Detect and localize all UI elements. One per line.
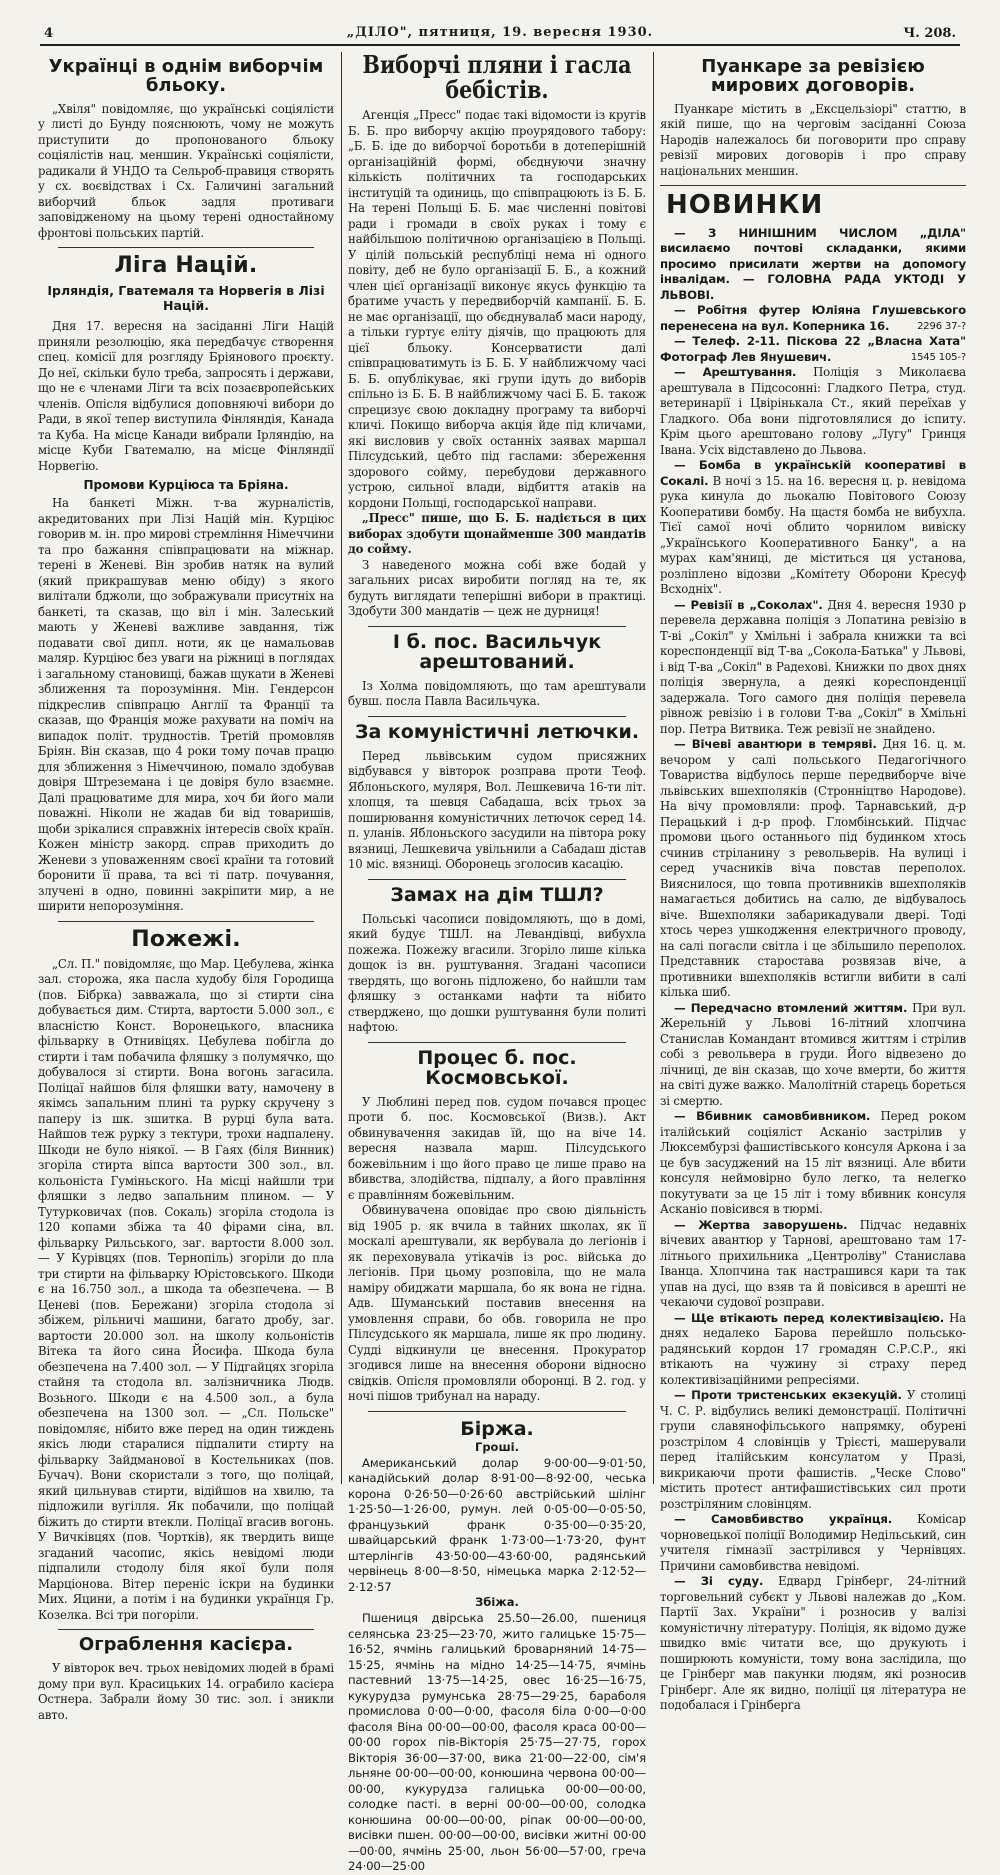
- news-item: [660, 1388, 966, 1512]
- article-title: Виборчі пляни і гасла бебістів.: [362, 50, 632, 105]
- news-lead: — Проти тристенських екзекуцій.: [674, 1388, 902, 1403]
- column-2: [348, 50, 646, 1873]
- divider: [58, 1629, 314, 1630]
- news-text: Едвард Грінберг, 24-літний торговельний субєкт у Львові належав до „Ком. Партії Зах. України" і розносив у валізі комуністичну літературу. Поліція, як відомо дуже швидко вміє читати все, що друкують і поширюють комуністи, тому вона заслідила, що це Грінберг мав пакунки людям, які розносив Грінберг. Але як видно, поліції ця література не подобалася і Грінберга: [660, 1574, 966, 1713]
- column-1: [38, 52, 334, 1722]
- news-text: — Телеф. 2-11. Піскова 22 „Власна Хата" Фотограф Лев Янушевич.: [660, 334, 966, 364]
- news-item: [660, 1311, 966, 1389]
- news-item: [660, 365, 966, 458]
- news-text: На днях недалеко Барова перейшло польсько-радянський кордон 17 громадян С.Р.С.Р., які втікають на чужину зі страху перед колективізаційними репресіями.: [660, 1310, 966, 1387]
- divider: [368, 626, 626, 627]
- news-lead: — Жертва заворушень.: [674, 1217, 848, 1232]
- article-body: З наведеного можна собі вже бодай у загальних рисах виробити погляд на те, як будуть виглядати теперішні вибори в практиці. Здобути 300 мандатів — цеж не дурниця!: [348, 557, 646, 619]
- article-title: Ліга Націй.: [114, 253, 258, 279]
- masthead: „ДІЛО", пятниця, 19. вересня 1930.: [346, 25, 654, 40]
- page-number: 4: [44, 26, 54, 41]
- news-text: Підчас недавніх вічевих авантюр у Тарнові, арештовано там 17-літнього прихильника „Центроліву" Станислава Іванца. Хлопчина так настрашився кари та так упав на дусі, що взяв та й повісився в арешті не чекаючи судової розправи.: [660, 1217, 966, 1310]
- article-subtitle: Ірляндія, Гватемаля та Норвегія в Лізі Націй.: [47, 283, 325, 314]
- news-text: Дня 4. вересня 1930 р перевела державна поліція з Лопатина ревізію в Т-ві „Сокіл" у Хмільні і забрала книжки та всі кореспонденції від Т-ва „Сокола-Батька" у Львові, і від Т-ва „Сокіл" в Радехові. Книжки по двох днях поліція звернула, а деякі кореспонденції задержала. Того самого дня поліція перевела рівнож ревізію і в голови Т-ва „Сокіл" в Хмільні пор. Петра Витвика. Теж ревізії не знайдено.: [660, 597, 966, 736]
- article-title: Процес б. пос. Космовської.: [417, 1046, 577, 1089]
- article-body: Обвинувачена оповідає про свою діяльність від 1905 р. як вчила в тайних школах, як її москалі арештували, як вербувала до легіонів і як переховувала утікачів із рос. війська до легіонів. При цьому розповіла, що не мала наміру обиджати маршала, бо як вона не гідна. Адв. Шуманський поставив внесення на умовлення справи, бо обв. говорила не про Пілсудського як маршала, лише як про людину. Судді відкинули це внесення. Прокуратор згодився лише на внесення оборони відносно свідків. Опісля промовляли оборонці. В 2. год. у ночі пішов трибунал на нараду.: [348, 1203, 646, 1403]
- section-title: НОВИНКИ: [666, 190, 824, 221]
- ad-code: 1545 105-?: [910, 351, 966, 363]
- article-body: Із Холма повідомляють, що там арештували бувш. посла Павла Васильчука.: [348, 678, 646, 709]
- article-body: „Хвіля" повідомляє, що українські соціялісти у листі до Бунду пояснюють, чому не можуть приступити до пропонованого бльоку соціялістів нац. меншин. Українські соціялісти, радикали й УНДО та Сельроб-правиця створять у сх. воєвідствах і Сх. Галичині загальний виборчий бльок задля противаги заповідженому на цьому терені одностайному фронтові польських партій.: [38, 101, 334, 240]
- article-title: Замах на дім ТШЛ?: [390, 883, 604, 906]
- news-item: [660, 1574, 966, 1714]
- news-lead: — Вічеві авантюри в темряві.: [674, 737, 877, 752]
- divider: [58, 921, 314, 922]
- divider: [368, 879, 626, 880]
- news-lead: — Передчасно втомлений життям.: [674, 1000, 908, 1015]
- article-body: У вівторок веч. трьох невідомих людей в брамі дому при вул. Красицьких 14. ограбило касієра Остнера. Забрали йому 30 тис. зол. і зникли авто.: [38, 1661, 334, 1722]
- article-body: Агенція „Пресс" подає такі відомости із кругів Б. Б. про виборчу акцію проурядового табору: „Б. Б. іде до виборчої боротьби в дотеперішній організаційній формі, обєднуючи значну кількість політичних та господарських інституцій та одиниць, що співпрацюють із Б. Б. На терені Польщі Б. Б. має численні повітові ради і громади в своїх руках і тому є найбільшою політичною організацією в Польщі. У цілій польській республіці нема ні одного повіту, деб не було організації Б. Б., а кожний член цієї організації виконує якусь функцію та братиме участь у передвиборчій кампанії. Б. Б. не має організації, що обєднувалаб маси народу, а тільки гуртує еліту діячів, що працюють для цієї бльоку. Консерватисти далі співпрацюватимуть із Б. Б. У найближчому часі Б. Б. опублікуває, які групи ідуть до виборів спільно із Б. Б. В найближчому часі Б. Б. також спрецизує свою докладну програму та виборчі кличі. Покищо виборча акція йде під кличами, які висловив у своїх останніх заявах маршал Пілсудський, цебто під гаслами: збереження здорового сойму, перебудови державного устрою, сильної влади, відбиття атаків на кордони Польщі, господарської направи.: [348, 108, 646, 510]
- news-item: [660, 334, 966, 365]
- divider: [368, 716, 626, 717]
- news-lead: — Ревізії в „Соколах".: [674, 597, 823, 612]
- article-title: За комуністичні летючки.: [354, 720, 640, 743]
- grain-prices: Пшениця двірська 25.50—26.00, пшениця селянська 23·25—23·70, жито галицьке 15·75—16·52, ячмінь галицький броварняний 14·75—15·25, ячмінь на мідно 14·25—14·75, ячмінь пастевний 13·75—14·25, овес 16·25—16·75, кукурудза румунська 28·75—29·25, бараболя промислова 0·00—0·00, фасоля біла 0·00—0·00 фасоля Віна 00·00—00·00, фасоля краса 00·00—00·00 горох пів-Вікторія 25·75—27·75, горох Вікторія 36·00—37·00, вика 21·00—22·00, сім'я льняне 00·00—00·00, конюшина червона 00·00—00·00, кукурудза галицька 00·00—00·00, солодке пасті. в верні 00·00—00·00, солодка конюшина 00·00—00·00, ріпак 00·00—00·00, висівки пшен. 00·00—00·00, висівки житні 00·00—00·00, ячмінь 25·00, льон 56·00—57·00, греча 24·00—25·00: [348, 1611, 646, 1873]
- article-title: Українці в однім виборчім бльоку.: [48, 56, 324, 96]
- news-lead: — Ще втікають перед колективізацією.: [674, 1310, 945, 1325]
- news-item: — З НИНІШНИМ ЧИСЛОМ „ДІЛА" висилаємо почтові складанки, якими просимо присилати жертви на допомогу інвалідам. — ГОЛОВНА РАДА УКТОДІ У ЛЬВОВІ.: [660, 225, 966, 302]
- news-text: Дня 16. ц. м. вечором у салі польського Педагогічного Товариства відбулось перше передвиборче віче львівських вшехполяків (Стронніцтво Народове). На вічу промовляли: проф. Тарнавський, д-р Перацький і д-р проф. Гломбінський. Підчас промови цього останнього під будинком хтось счинив стріланину з револьверів. На вулиці і серед учасників віча повстав переполох. Вияснилося, що товпа противників вшехполяків намагається добитись на салю, де відбувалось віче. Вшехполяки забарикадували двері. Тоді хтось через ушкодження електричного проводу, на салі погасли світла і це збільшило переполох. Представник старостава розвязав віче, а противники вшехполяків встигли вибити в салі кілька шиб.: [660, 737, 966, 1000]
- exchange-title: Біржа.: [460, 1417, 534, 1440]
- money-title: Гроші.: [475, 1439, 519, 1454]
- news-item: [660, 303, 966, 334]
- article-body: Польські часописи повідомляють, що в домі, який будує ТШЛ. на Левандівці, вибухла пожежа. Пожежу вгасили. Згоріло лише кілька дощок із вн. руштування. Згадані часописи твердять, що вогонь підложено, бо найшли там фляшку з останками нафти та нібито стверджено, що дошки руштування були политі нафтою.: [348, 911, 646, 1035]
- article-title: Пожежі.: [131, 926, 241, 952]
- news-item: [660, 458, 966, 598]
- news-lead: — Арештування.: [674, 365, 797, 380]
- column-3: [660, 52, 967, 1713]
- news-lead: — Бомба в українській кооперативі в Сокалі.: [660, 458, 966, 488]
- news-text: Комісар чорновецької поліції Володимир Недільський, син учителя гімназії застрілився у Чернівцях. Причини самовбивства невідомі.: [660, 1512, 966, 1573]
- news-item: [660, 1218, 966, 1311]
- news-lead: — Зі суду.: [674, 1574, 764, 1589]
- news-item: [660, 1109, 966, 1218]
- divider: [58, 247, 314, 248]
- article-title: Ограблення касієра.: [78, 1634, 294, 1656]
- column-rule: [653, 52, 654, 1484]
- news-text: В ночі з 15. на 16. вересня ц. р. невідома рука кинула до льокалю Повітового Союзу Кооперативи бомбу. На щастя бомба не вибухла. Тієї самої ночі облито чорнилом вивіску „Українського Кооперативного Банку", а на мурах кам'яниці, де міститься ця установа, розліплено відозви „Комітету Оборони Кресуф Всходніх".: [660, 473, 966, 597]
- ad-code: 2296 37-?: [917, 320, 966, 332]
- news-text: У столиці Ч. С. Р. відбулись великі демонстрації. Політичні групи славянофільського напрямку, обурені розстрілом 4 словінців у Трієсті, машерували перед італійським консулатом у Празі, викрикаючи проти фашистів. „Ческе Слово" містить протест антифашистівських сил проти розстріляним словінцям.: [660, 1388, 966, 1511]
- news-text: Перед роком італійський соціяліст Асканіо застрілив у Люксембурзі фашистівського консуля Арконa і за це був засуджений на 15 літ вязниці. Але вбити консуля неймовірно було легко, та нелегко покутувати за це 15 літ і тому вбивник консуля Асканіо повісився в тюрмі.: [660, 1109, 966, 1217]
- divider: [660, 185, 966, 186]
- news-text: При вул. Жерельній у Львові 16-літний хлопчина Станислав Командант втомився життям і стрілив собі з револьвера в груди. Його відвезено до лічниці, де він сказав, що хоче вмерти, бо життя на світі дуже важко. Малолітній старець бореться зі смертю.: [660, 1000, 967, 1108]
- news-lead: — Вбивник самовбивником.: [674, 1109, 871, 1124]
- divider: [368, 1411, 626, 1412]
- news-text: — Робітня футер Юліяна Глушевського перенесена на вул. Коперника 16.: [660, 303, 966, 333]
- article-body: Пуанкаре містить в „Ексцельзіорі" статтю, в якій пише, що на черговім засіданні Союза Народів належалось би поговорити про справу ревізії мирових договорів і про справу національних меншин.: [660, 101, 966, 178]
- news-text: Поліція з Миколаєва арештувала в Підсосонні: Гладкого Петра, студ. ветеринарії і Цвірінькала Ст., який переїхав у Гладкого. Оба вони підготовлялися до іспиту. Крім цього арештовано голову „Лугу" Гринця Івана. Усіх відставлено до Львова.: [660, 365, 966, 457]
- news-item: [660, 1001, 966, 1110]
- column-rule: [341, 52, 342, 1484]
- grain-title: Збіжа.: [475, 1595, 519, 1609]
- page-header: [40, 22, 960, 46]
- issue-number: Ч. 208.: [903, 26, 956, 41]
- article-body: „Пресс" пише, що Б. Б. надіється в цих виборах здобути щонайменше 300 мандатів до сойму.: [348, 511, 646, 557]
- article-body: На банкеті Міжн. т-ва журналістів, акредитованих при Лізі Націй мін. Курціюс говорив м. ін. про мирові стремління Німеччини та про бажання співпрацювати на міжнар. терені в Женеві. Він зробив натяк на вулий (який прикрашував меню обіду) з якого вилітали бджоли, що зображували присутніх на банкеті, та сказав, що віл і мін. Залеський мають у Женеві важливе завдання, тіж подавати свої дипл. ноти, як це намальовав маляр. Курціюс без уваги на ріжниці в поглядах і загальному становищі, бажав щукати в Женеві зближення та порозуміння. Мін. Гендерсон підкреслив співпрацю Англії та Франції та сказав, що Франція може рахувати на поміч на випадок політ. трудностів. Третій промовляв Бріян. Він сказав, що 4 роки тому почав працю для зближення з Німеччиною, помало здобував довіря Штреземана і це довіря було взаємне. Далі працюватиме для мира, хоч би його мали поважні. Ніколи не жадав би від товаришів, щоби зрікалися справжніх інтересів своїх країн. Кожен міністр закорд. справ приходить до Женеви з уповаженням своєї країни та готовий боронити її права, та всі ті патр. почування, злучені в одно, повинні закріпити мир, а не ширити непорозуміння.: [38, 496, 334, 914]
- article-body: Перед львівським судом присяжних відбувався у вівторок розправа проти Теоф. Яблоньского, муляря, Вол. Лешкевича 16-ти літ. хлопця, та шевця Сабадаша, всіх трьох за поширювання комуністичних летючок серед 14. п. уланів. Яблоньского засудили на півтора року вязниці, Лешкевича увільнили а Сабадаш дістав 10 міс. вязниці. Оборонець зголосив касацію.: [348, 748, 646, 872]
- news-item: [660, 737, 966, 1001]
- news-lead: — Самовбивство українця.: [674, 1512, 893, 1527]
- article-title: Пуанкаре за ревізією мирових договорів.: [701, 56, 925, 96]
- article-body: Дня 17. вересня на засіданні Ліги Націй приняли резолюцію, яка передбачує створення спец. комісії для розгляду Бріянового проєкту. До неї, скільки було треба, запросять і держави, що не є членами Ліги та всіх позаєвропейських членів. Опісля відбулися доповняючі вибори до Ради, в якої тепер виступила Фінляндія, Канада та Куба. На місце Канади вибрали Ірляндію, на місце Куби Гватемалю, на місце Фінляндії Норвегію.: [38, 319, 334, 473]
- divider: [368, 1042, 626, 1043]
- article-body: „Сл. П." повідомляє, що Мар. Цебулева, жінка зал. сторожа, яка пасла худобу біля Городища (пов. Бібрка) завважала, що зі стирти сіна добувається дим. Стирта, вартости 5.000 зол., є власністю Конст. Воронецького, власника фільварку в Отнивіцях. Цебулева побігла до стирти і там побачила фляшку з полумячко, що добувалося зі стирти. Вона вогонь загасила. Поліцаї найшов біля фляшки вату, намочену в якімсь запальним плині та рурку скручену з паперу із шк. зшитка. В рурці була вата. Найшов теж рурку з тектури, трохи надпалену. Шкоди не було ніякої. — В Гаях (біля Винник) згоріла стирта віпса вартости 300 зол., вл. кольоніста Гуміньского. На місці найшли три фляшки з ледво запальним плином. — У Тутурковичах (пов. Сокаль) згоріла стодола із 120 копами збіжа та 40 фірами сіна, вл. фільварку Рильського, заг. вартости 8.000 зол. — У Курівцях (пов. Тернопіль) згоріли до пла три стирти на фільварку Юрістовського. Шкоди є на 16.750 зол., а шкода та обезпечена. — В Ценеві (пов. Бережани) згоріла стодола зі збіжем, рільничі машини, багато дробу, заг. вартости 20.000 зол. на школу кольоністів Вітека та його сина Йосифа. Шкода була обезпечена на 7.400 зол. — У Підгайцях згоріла стайня та стодола вл. залізничника Людв. Возьного. Шкоди є на 4.500 зол., а була обезпечена на 1300 зол. — „Сл. Польске" повідомляє, нібито вже перед на один тиждень якісь люди старалися підпалити стирту на фільварку Зайдманової в Костельниках (пов. Бучач). Вони скористали з того, що поліцай, який цильнував стирти, відійшов на хвилю, та підложили вугілля. Як побачили, що поліцай біжить до стирти втекли. Поліцаї вгасив вогонь. У Вичківцях (пов. Чортків), як твердить вище згаданий часопис, якісь невідомі люди підпалили стодолу біля якої були поля Марціонова. Вітер переніс іскри на будинки Мих. Яцини, а потім і на будинки українця Гр. Козелка. Всі три погоріли.: [38, 956, 334, 1622]
- article-title: І б. пос. Васильчук арештований.: [392, 630, 602, 673]
- article-subhead: Промови Курціюса та Бріяна.: [83, 478, 289, 493]
- money-rates: Американський долар 9·00·00—9·01·50, канадійський долар 8·91·00—8·92·00, чеська корона 0·26·50—0·26·60 австрійський шілінг 1·25·50—1·26·00, румун. лей 0·05·00—0·05·50, французький франк 0·35·00—0·35·20, швайцарський франк 1·73·00—1·73·20, фунт штерлінгів 43·50·00—43·60·00, радянський червінець 8·00—8·50, німецька марка 2·12·52—2·12·57: [348, 1455, 646, 1594]
- news-item: [660, 1512, 966, 1574]
- news-item: [660, 598, 966, 738]
- article-body: У Люблині перед пов. судом почався процес проти б. пос. Космовської (Визв.). Акт обвинувачення закидав їй, що на віче 14. вересня назвала марш. Пілсудського божевільним і що його право це лише право на вбивства, злодійства, підпалу, а його правління є правлінням божевільним.: [348, 1094, 646, 1202]
